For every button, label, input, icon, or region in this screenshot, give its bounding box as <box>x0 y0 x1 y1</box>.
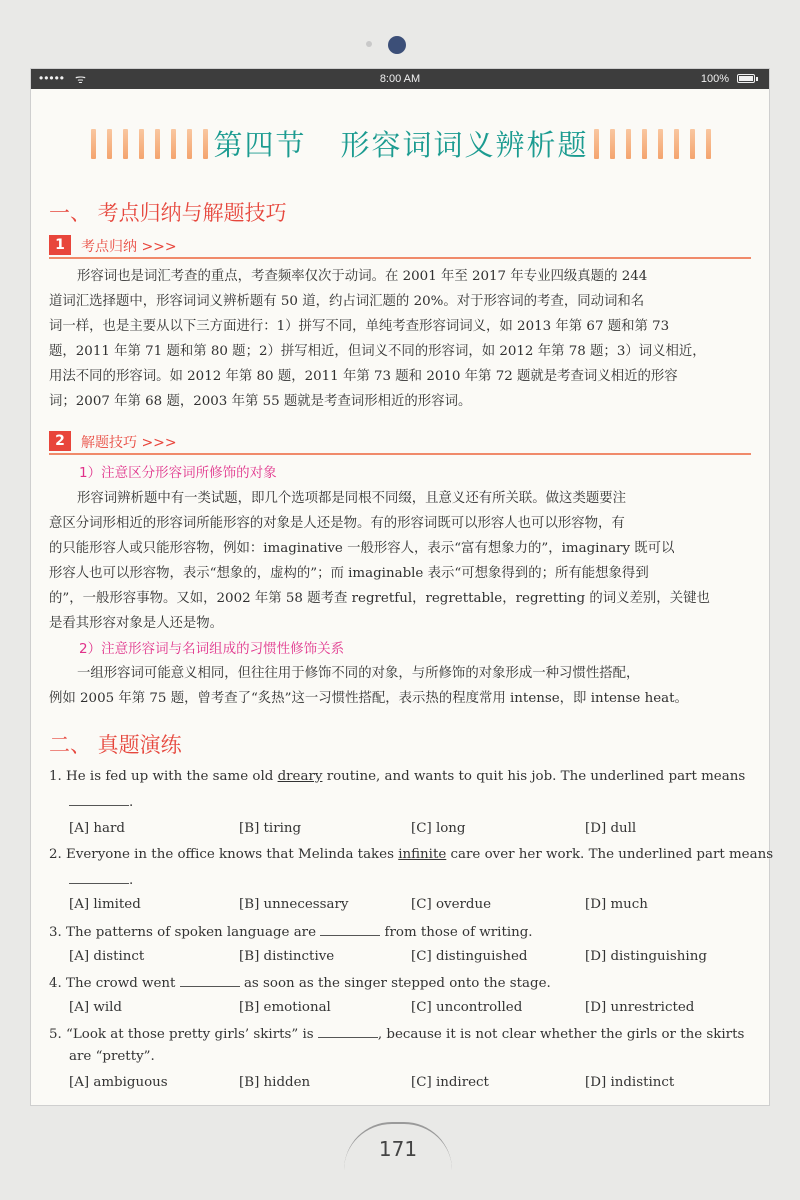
question-5: 5. “Look at those pretty girls’ skirts” is , because it is not clear whether the girls or the skirts <box>49 1027 745 1042</box>
option-c[interactable]: [C] indirect <box>411 1075 489 1090</box>
option-d[interactable]: [D] indistinct <box>585 1075 675 1090</box>
tip-heading-2: 2）注意形容词与名词组成的习惯性修饰关系 <box>79 641 345 657</box>
subsection-header-2 <box>49 431 751 455</box>
subsection-number: 1 <box>49 235 71 255</box>
question-2: 2. Everyone in the office knows that Melinda takes infinite care over her work. The underlined part means <box>49 847 774 862</box>
option-d[interactable]: [D] dull <box>585 821 637 836</box>
front-sensor <box>366 41 372 47</box>
front-camera <box>388 36 406 54</box>
paragraph-line: 例如 2005 年第 75 题，曾考查了“炙热”这一习惯性搭配，表示热的程度常用 intense，即 intense heat。 <box>49 691 688 706</box>
battery-icon <box>737 74 755 83</box>
part2-heading: 二、 真题演练 <box>49 733 182 757</box>
question-1: 1. He is fed up with the same old dreary routine, and wants to quit his job. The underlined part means <box>49 769 746 784</box>
status-bar <box>31 69 769 89</box>
option-d[interactable]: [D] unrestricted <box>585 1000 695 1015</box>
option-b[interactable]: [B] hidden <box>239 1075 311 1090</box>
paragraph-line: 道词汇选择题中，形容词词义辨析题有 50 道，约占词汇题的 20%。对于形容词的考查，同动词和名 <box>49 294 645 309</box>
answer-blank: . <box>69 793 133 810</box>
section-title-banner <box>91 121 711 165</box>
book-page[interactable] <box>31 89 774 1105</box>
option-b[interactable]: [B] distinctive <box>239 949 335 964</box>
option-b[interactable]: [B] tiring <box>239 821 302 836</box>
paragraph-line: 词一样，也是主要从以下三方面进行：1）拼写不同，单纯考查形容词词义，如 2013 年第 67 题和第 73 <box>49 319 670 334</box>
section-title: 第四节 形容词词义辨析题 <box>213 128 589 162</box>
option-b[interactable]: [B] unnecessary <box>239 897 349 912</box>
question-3: 3. The patterns of spoken language are from those of writing. <box>49 925 533 940</box>
device-screen <box>30 68 774 1106</box>
option-b[interactable]: [B] emotional <box>239 1000 331 1015</box>
part1-heading: 一、 考点归纳与解题技巧 <box>49 201 287 225</box>
paragraph-line: 意区分词形相近的形容词所能形容的对象是人还是物。有的形容词既可以形容人也可以形容物，有 <box>49 516 625 531</box>
question-5-continued: are “pretty”. <box>69 1049 155 1064</box>
option-a[interactable]: [A] hard <box>69 821 125 836</box>
subsection-header-1 <box>49 235 751 259</box>
paragraph-line: 词；2007 年第 68 题，2003 年第 55 题就是考查词形相近的形容词。 <box>49 394 472 409</box>
paragraph-line: 形容词辨析题中有一类试题，即几个选项都是同根不同缀，且意义还有所关联。做这类题要注 <box>77 491 627 506</box>
subsection-label: 考点归纳 >>> <box>81 239 177 255</box>
signal-icon: ••••• <box>39 71 66 85</box>
option-a[interactable]: [A] limited <box>69 897 141 912</box>
decorative-bars-right <box>594 129 711 161</box>
paragraph-line: 是看其形容对象是人还是物。 <box>49 616 224 631</box>
option-a[interactable]: [A] wild <box>69 1000 122 1015</box>
status-time: 8:00 AM <box>379 73 421 85</box>
option-a[interactable]: [A] ambiguous <box>69 1075 168 1090</box>
paragraph-line: 的”，一般形容事物。又如，2002 年第 58 题考查 regretful，regrettable，regretting 的词义差别，关键也 <box>49 591 710 606</box>
paragraph-line: 用法不同的形容词。如 2012 年第 80 题，2011 年第 73 题和 2010 年第 72 题就是考查词义相近的形容 <box>49 369 678 384</box>
option-c[interactable]: [C] distinguished <box>411 949 528 964</box>
option-c[interactable]: [C] uncontrolled <box>411 1000 523 1015</box>
paragraph-line: 形容人也可以形容物，表示“想象的，虚构的”；而 imaginable 表示“可想象得到的；所有能想象得到 <box>49 566 649 581</box>
page-number: 171 <box>344 1122 452 1170</box>
battery-percentage: 100% <box>700 73 729 85</box>
paragraph-line: 形容词也是词汇考查的重点，考查频率仅次于动词。在 2001 年至 2017 年专业四级真题的 244 <box>77 269 648 284</box>
option-c[interactable]: [C] long <box>411 821 466 836</box>
subsection-number: 2 <box>49 431 71 451</box>
wifi-icon: ᯤ <box>75 72 86 86</box>
paragraph-line: 的只能形容人或只能形容物，例如：imaginative 一般形容人，表示“富有想象力的”，imaginary 既可以 <box>49 541 675 556</box>
paragraph-line: 题，2011 年第 71 题和第 80 题；2）拼写相近，但词义不同的形容词，如 2012 年第 78 题；3）词义相近， <box>49 344 706 359</box>
subsection-label: 解题技巧 >>> <box>81 435 177 451</box>
option-c[interactable]: [C] overdue <box>411 897 492 912</box>
option-d[interactable]: [D] much <box>585 897 648 912</box>
option-d[interactable]: [D] distinguishing <box>585 949 707 964</box>
tip-heading-1: 1）注意区分形容词所修饰的对象 <box>79 465 277 481</box>
answer-blank: . <box>69 871 133 888</box>
paragraph-line: 一组形容词可能意义相同，但往往用于修饰不同的对象，与所修饰的对象形成一种习惯性搭配， <box>77 666 640 681</box>
option-a[interactable]: [A] distinct <box>69 949 145 964</box>
question-4: 4. The crowd went as soon as the singer stepped onto the stage. <box>49 976 551 991</box>
